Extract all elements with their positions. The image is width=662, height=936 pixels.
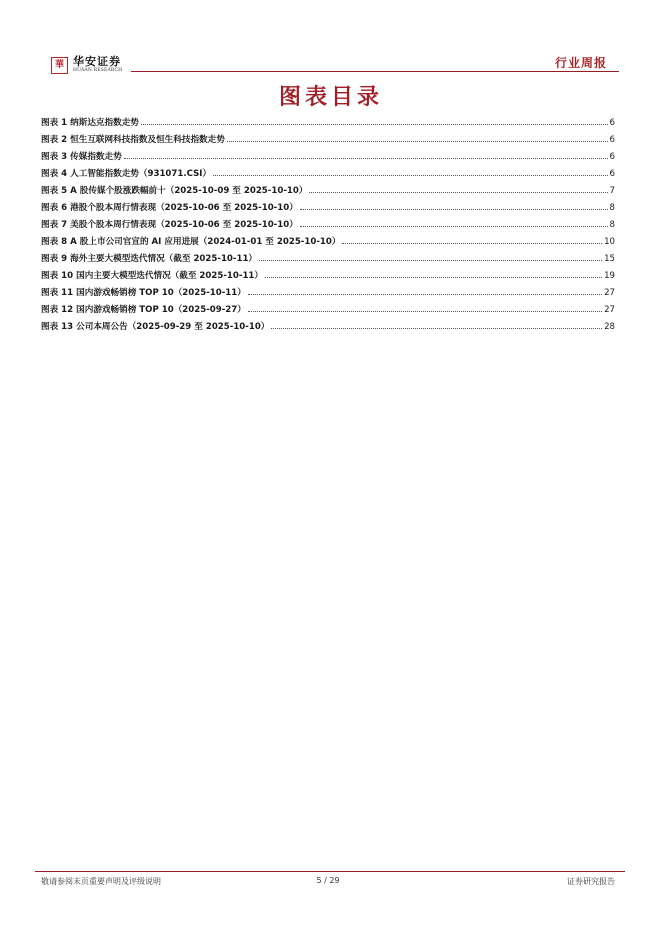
toc-entry-label: 图表 11 国内游戏畅销榜 TOP 10（2025-10-11） [41, 288, 246, 298]
toc-entry-page: 28 [604, 322, 615, 332]
toc-entry-label: 图表 2 恒生互联网科技指数及恒生科技指数走势 [41, 135, 225, 145]
toc-entry-label: 图表 10 国内主要大模型迭代情况（截至 2025-10-11） [41, 271, 263, 281]
toc-entry-label: 图表 12 国内游戏畅销榜 TOP 10（2025-09-27） [41, 305, 246, 315]
footer-doc-type: 证券研究报告 [567, 877, 615, 886]
toc-entry-label: 图表 8 A 股上市公司官宣的 AI 应用进展（2024-01-01 至 2025-10-10） [41, 237, 341, 247]
toc-entry-page: 6 [609, 152, 615, 162]
toc-entry[interactable] [41, 111, 615, 128]
toc-entry-label: 图表 1 纳斯达克指数走势 [41, 118, 139, 128]
page-number: 5 / 29 [316, 876, 340, 885]
toc-entry-label: 图表 13 公司本周公告（2025-09-29 至 2025-10-10） [41, 322, 270, 332]
toc-leader-dots [300, 209, 608, 210]
toc-entry-label: 图表 3 传媒指数走势 [41, 152, 122, 162]
footer-disclaimer: 敬请参阅末页重要声明及评级说明 [41, 877, 161, 886]
toc-entry-page: 6 [609, 135, 615, 145]
toc-entry-page: 27 [604, 288, 615, 298]
toc-entry-page: 19 [604, 271, 615, 281]
toc-entry-label: 图表 9 海外主要大模型迭代情况（截至 2025-10-11） [41, 254, 258, 264]
toc-title: 图表目录 [278, 85, 383, 110]
toc-leader-dots [213, 175, 607, 176]
toc-leader-dots [271, 328, 602, 329]
toc-leader-dots [124, 158, 608, 159]
toc-entry-label: 图表 6 港股个股本周行情表现（2025-10-06 至 2025-10-10） [41, 203, 298, 213]
toc-entry-page: 10 [604, 237, 615, 247]
toc-leader-dots [227, 141, 608, 142]
header-divider [131, 71, 619, 72]
toc-entry[interactable] [41, 230, 615, 247]
toc-leader-dots [265, 277, 602, 278]
logo-text [73, 56, 122, 74]
toc-entry[interactable] [41, 247, 615, 264]
toc-entry-page: 8 [609, 220, 615, 230]
toc-entry-page: 7 [609, 186, 615, 196]
toc-entry-page: 6 [609, 169, 615, 179]
toc-entry-label: 图表 7 美股个股本周行情表现（2025-10-06 至 2025-10-10） [41, 220, 298, 230]
toc-entry-label: 图表 5 A 股传媒个股涨跌幅前十（2025-10-09 至 2025-10-10） [41, 186, 308, 196]
toc-entry-page: 6 [609, 118, 615, 128]
logo-english-name: HUAAN RESEARCH [73, 68, 123, 73]
toc-leader-dots [342, 243, 602, 244]
logo-seal-icon: 華 [51, 57, 68, 74]
toc-entry-page: 8 [609, 203, 615, 213]
toc-entry[interactable] [41, 145, 615, 162]
report-type-label: 行业周报 [554, 56, 607, 70]
toc-entry[interactable] [41, 196, 615, 213]
toc-entry-page: 27 [604, 305, 615, 315]
company-logo [51, 56, 122, 74]
toc-leader-dots [259, 260, 602, 261]
toc-leader-dots [309, 192, 607, 193]
toc-leader-dots [248, 311, 602, 312]
footer-divider [35, 871, 625, 872]
toc-entry[interactable] [41, 128, 615, 145]
toc-entry[interactable] [41, 213, 615, 230]
toc-leader-dots [141, 124, 608, 125]
toc-entry[interactable] [41, 264, 615, 281]
toc-entry[interactable] [41, 281, 615, 298]
toc-entry[interactable] [41, 315, 615, 332]
toc-leader-dots [300, 226, 608, 227]
page-header [41, 52, 619, 78]
toc-entry[interactable] [41, 162, 615, 179]
toc-entry-page: 15 [604, 254, 615, 264]
toc-list [41, 111, 615, 332]
toc-entry-label: 图表 4 人工智能指数走势（931071.CSI） [41, 169, 212, 179]
toc-entry[interactable] [41, 179, 615, 196]
toc-leader-dots [248, 294, 602, 295]
toc-entry[interactable] [41, 298, 615, 315]
logo-chinese-name: 华安证券 [73, 55, 121, 68]
